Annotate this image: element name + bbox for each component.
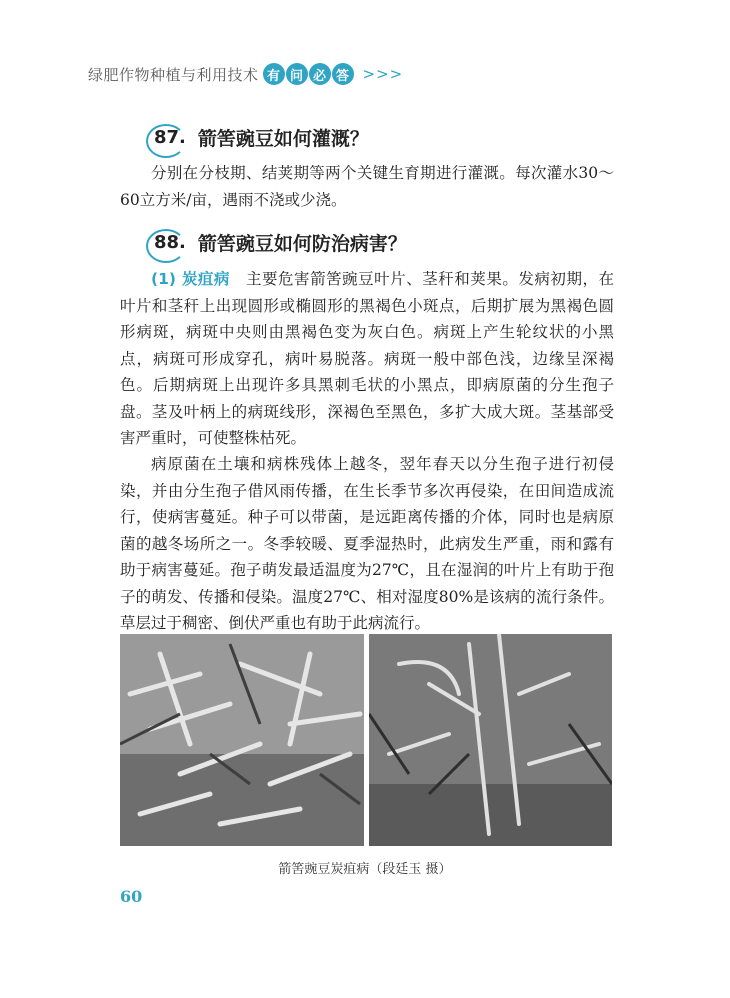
question-number: 87. xyxy=(150,127,192,148)
question-title: 箭筈豌豆如何灌溉？ xyxy=(197,128,369,150)
question-number: 88. xyxy=(150,232,192,253)
disease-photo-left xyxy=(120,634,364,846)
anthracnose-paragraph xyxy=(120,266,614,452)
question-88-heading xyxy=(150,229,407,256)
disease-photo-right xyxy=(369,634,612,846)
paragraph-text: 主要危害箭筈豌豆叶片、茎秆和荚果。发病初期，在叶片和茎秆上出现圆形或椭圆形的黑褐色小斑点，后期扩展为黑褐色圆形病斑，病斑中央则由黑褐色变为灰白色。病斑上产生轮纹状的小黑点，病斑可形成穿孔，病叶易脱落。病斑一般中部色浅，边缘呈深褐色。后期病斑上出现许多具黑刺毛状的小黑点，即病原菌的分生孢子盘。茎及叶柄上的病斑线形，深褐色至黑色，多扩大成大斑。茎基部受害严重时，可使整株枯死。 xyxy=(120,270,614,447)
question-87-heading xyxy=(150,124,369,151)
book-title: 绿肥作物种植与利用技术 xyxy=(88,65,259,84)
badge-char: 答 xyxy=(332,63,354,85)
series-badges xyxy=(263,63,355,85)
figure-caption: 箭筈豌豆炭疽病（段廷玉 摄） xyxy=(278,862,452,877)
question-title: 箭筈豌豆如何防治病害？ xyxy=(197,233,407,255)
pathogen-paragraph: 病原菌在土壤和病株残体上越冬，翌年春天以分生孢子进行初侵染，并由分生孢子借风雨传播，在生长季节多次再侵染，在田间造成流行，使病害蔓延。种子可以带菌，是远距离传播的介体，同时也是病原菌的越冬场所之一。冬季较暖、夏季湿热时，此病发生严重，雨和露有助于病害蔓延。孢子萌发最适温度为27℃，且在湿润的叶片上有助于孢子的萌发、传播和侵染。温度27℃、相对湿度80%是该病的流行条件。草层过于稠密、倒伏严重也有助于此病流行。 xyxy=(120,455,614,632)
header-arrows: >>> xyxy=(362,65,404,83)
plant-photo-image xyxy=(120,634,364,846)
badge-char: 必 xyxy=(309,63,331,85)
question-87-answer: 分别在分枝期、结荚期等两个关键生育期进行灌溉。每次灌水30～60立方米/亩，遇雨不浇或少浇。 xyxy=(120,164,614,209)
page-number: 60 xyxy=(120,887,143,906)
subsection-lead: (1) 炭疽病 xyxy=(151,270,230,288)
plant-photo-image xyxy=(369,634,612,846)
badge-char: 有 xyxy=(263,63,285,85)
badge-char: 问 xyxy=(286,63,308,85)
running-header xyxy=(88,61,403,87)
